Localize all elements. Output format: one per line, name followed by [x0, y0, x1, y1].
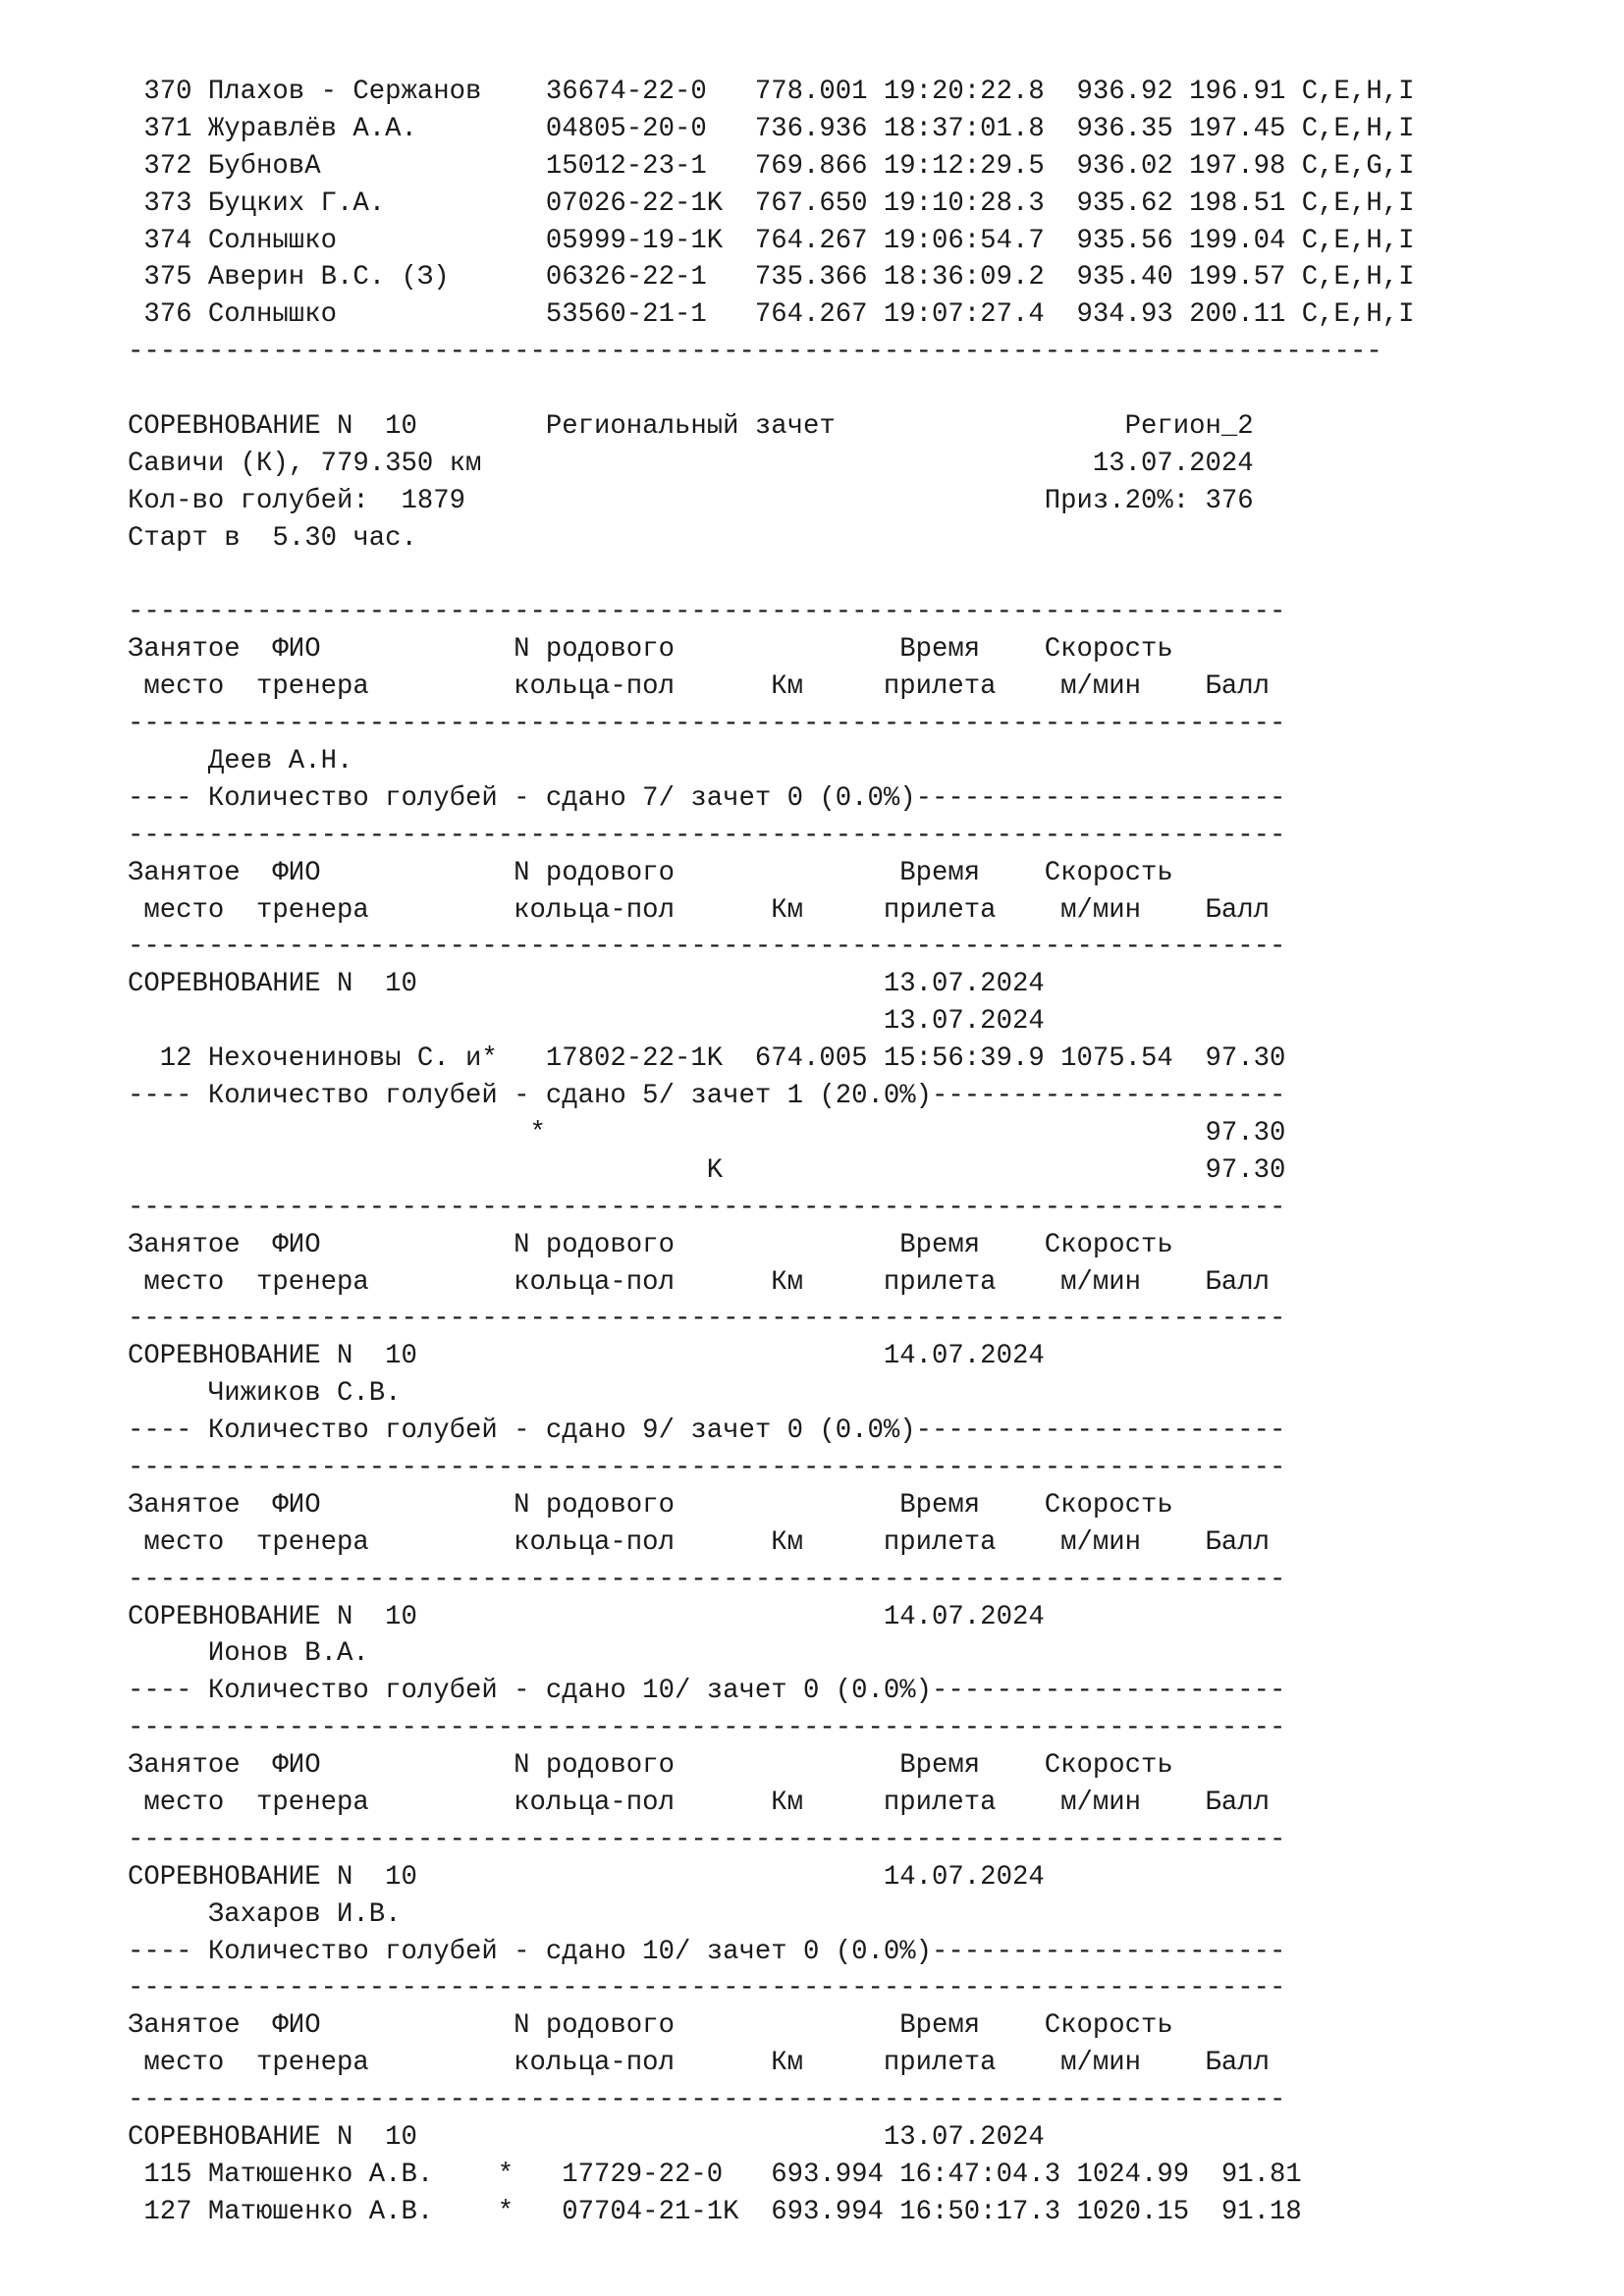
column-header-row2: место тренера кольца-пол Км прилета м/мин Балл	[128, 894, 1271, 926]
summary-line: K 97.30	[128, 1154, 1286, 1186]
separator-line: ------------------------------------------------------------------------	[128, 597, 1286, 628]
table-row: 375 Аверин В.С. (З) 06326-22-1 735.366 18:36:09.2 935.40 199.57 C,E,H,I	[128, 262, 1415, 294]
competition-line: СОРЕВНОВАНИЕ N 10 13.07.2024	[128, 969, 1045, 1000]
table-row: 372 БубновА 15012-23-1 769.866 19:12:29.5 936.02 197.98 C,E,G,I	[128, 150, 1415, 182]
competition-header-line3: Кол-во голубей: 1879 Приз.20%: 376	[128, 485, 1254, 516]
separator-line: ------------------------------------------------------------------------	[128, 1452, 1286, 1483]
trainer-name: Захаров И.В.	[128, 1898, 402, 1930]
pigeon-count-line: ---- Количество голубей - сдано 5/ зачет 1 (20.0%)----------------------	[128, 1081, 1286, 1112]
separator-line: ------------------------------------------------------------------------	[128, 1713, 1286, 1744]
competition-line: СОРЕВНОВАНИЕ N 10 14.07.2024	[128, 1861, 1045, 1893]
column-header-row1: Занятое ФИО N родового Время Скорость	[128, 1489, 1173, 1521]
summary-line: * 97.30	[128, 1117, 1286, 1148]
competition-header-line1: СОРЕВНОВАНИЕ N 10 Региональный зачет Регион_2	[128, 411, 1254, 443]
column-header-row1: Занятое ФИО N родового Время Скорость	[128, 1750, 1173, 1782]
column-header-row1: Занятое ФИО N родового Время Скорость	[128, 1229, 1173, 1260]
separator-line: ------------------------------------------------------------------------------	[128, 337, 1382, 368]
table-row: 115 Матюшенко А.В. * 17729-22-0 693.994 16:47:04.3 1024.99 91.81	[128, 2159, 1302, 2190]
table-row: 374 Солнышко 05999-19-1K 764.267 19:06:54.7 935.56 199.04 C,E,H,I	[128, 225, 1415, 256]
table-row: 371 Журавлёв А.А. 04805-20-0 736.936 18:37:01.8 936.35 197.45 C,E,H,I	[128, 113, 1415, 144]
column-header-row2: место тренера кольца-пол Км прилета м/мин Балл	[128, 1787, 1271, 1818]
separator-line: ------------------------------------------------------------------------	[128, 1824, 1286, 1855]
competition-line: СОРЕВНОВАНИЕ N 10 14.07.2024	[128, 1341, 1045, 1372]
results-sheet	[128, 74, 1571, 2231]
column-header-row2: место тренера кольца-пол Км прилета м/мин Балл	[128, 1266, 1271, 1298]
table-row: 12 Нехочениновы С. и* 17802-22-1K 674.005 15:56:39.9 1075.54 97.30	[128, 1043, 1286, 1075]
column-header-row2: место тренера кольца-пол Км прилета м/мин Балл	[128, 2048, 1271, 2079]
competition-header-line2: Савичи (К), 779.350 км 13.07.2024	[128, 448, 1254, 479]
column-header-row1: Занятое ФИО N родового Время Скорость	[128, 2010, 1173, 2042]
trainer-name: Деев А.Н.	[128, 746, 353, 777]
trainer-name: Ионов В.А.	[128, 1638, 369, 1670]
separator-line: ------------------------------------------------------------------------	[128, 1564, 1286, 1595]
separator-line: ------------------------------------------------------------------------	[128, 1304, 1286, 1335]
trainer-name: Чижиков С.В.	[128, 1378, 402, 1410]
column-header-row1: Занятое ФИО N родового Время Скорость	[128, 634, 1173, 666]
spacer	[128, 371, 1571, 408]
separator-line: ------------------------------------------------------------------------	[128, 820, 1286, 851]
table-row: 373 Буцких Г.А. 07026-22-1K 767.650 19:10:28.3 935.62 198.51 C,E,H,I	[128, 187, 1415, 219]
separator-line: ------------------------------------------------------------------------	[128, 1192, 1286, 1223]
date-line: 13.07.2024	[128, 1006, 1045, 1038]
separator-line: ------------------------------------------------------------------------	[128, 2085, 1286, 2116]
column-header-row2: место тренера кольца-пол Км прилета м/мин Балл	[128, 671, 1271, 703]
column-header-row1: Занятое ФИО N родового Время Скорость	[128, 857, 1173, 888]
spacer	[128, 558, 1571, 595]
table-row: 376 Солнышко 53560-21-1 764.267 19:07:27.4 934.93 200.11 C,E,H,I	[128, 299, 1415, 331]
competition-header-line4: Старт в 5.30 час.	[128, 522, 417, 554]
table-row: 370 Плахов - Сержанов 36674-22-0 778.001 19:20:22.8 936.92 196.91 C,E,H,I	[128, 77, 1415, 107]
pigeon-count-line: ---- Количество голубей - сдано 10/ зачет 0 (0.0%)----------------------	[128, 1936, 1286, 1967]
separator-line: ------------------------------------------------------------------------	[128, 709, 1286, 740]
separator-line: ------------------------------------------------------------------------	[128, 1973, 1286, 2004]
separator-line: ------------------------------------------------------------------------	[128, 932, 1286, 963]
competition-line: СОРЕВНОВАНИЕ N 10 13.07.2024	[128, 2121, 1045, 2153]
table-row: 127 Матюшенко А.В. * 07704-21-1K 693.994 16:50:17.3 1020.15 91.18	[128, 2196, 1302, 2227]
column-header-row2: место тренера кольца-пол Км прилета м/мин Балл	[128, 1526, 1271, 1558]
pigeon-count-line: ---- Количество голубей - сдано 10/ зачет 0 (0.0%)----------------------	[128, 1676, 1286, 1707]
pigeon-count-line: ---- Количество голубей - сдано 9/ зачет 0 (0.0%)-----------------------	[128, 1415, 1286, 1447]
competition-line: СОРЕВНОВАНИЕ N 10 14.07.2024	[128, 1601, 1045, 1632]
pigeon-count-line: ---- Количество голубей - сдано 7/ зачет 0 (0.0%)-----------------------	[128, 782, 1286, 814]
